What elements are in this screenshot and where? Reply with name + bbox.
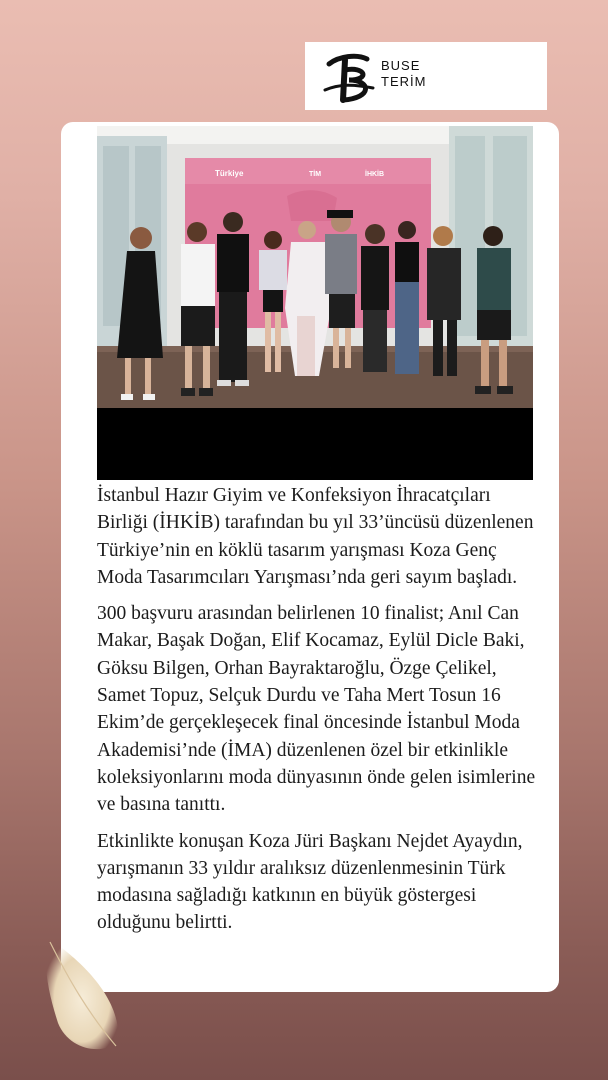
feather-decoration-icon [28,928,138,1058]
banner-label-2: İHKİB [365,171,385,178]
article-paragraph-2: 300 başvuru arasından belirlenen 10 finalist; Anıl Can Makar, Başak Doğan, Elif Kocamaz, Eylül Dicle Baki, Göksu Bilgen, Orhan Bayraktaroğlu, Özge Çelikel, Samet Topuz, Selçuk Durdu ve Taha Mert Tosun 16 Ekim’de gerçekleşecek final öncesinde İstanbul Moda Akademisi’nde (İMA) düzenlenen özel bir etkinlikle koleksiyonlarını moda dünyasının önde gelen isimlerine ve basına tanıttı. [97,603,536,816]
banner-label-1: TİM [309,171,322,178]
brand-name [381,58,426,90]
event-photo-illustration [97,126,533,408]
article-paragraph-3: Etkinlikte konuşan Koza Jüri Başkanı Nejdet Ayaydın, yarışmanın 33 yıldır aralıksız düzenlenmesinin Türk modasına sağladığı katkının en büyük göstergesi olduğunu belirtti. [97,830,523,934]
brand-logo[interactable] [305,42,547,110]
banner-brand-text: Türkiye [215,169,244,178]
brand-monogram-icon [323,50,375,104]
article-text [97,482,537,946]
event-photo[interactable] [97,126,533,408]
brand-name-line2: TERİM [381,74,427,89]
article-paragraph-1: İstanbul Hazır Giyim ve Konfeksiyon İhracatçıları Birliği (İHKİB) tarafından bu yıl 33’üncüsü düzenlenen Türkiye’nin en köklü tasarım yarışması Koza Genç Moda Tasarımcıları Yarışması’nda geri sayım başladı. [97,485,534,588]
story-card [61,122,559,992]
photo-black-bar [97,408,533,480]
brand-name-line1: BUSE [381,58,421,73]
